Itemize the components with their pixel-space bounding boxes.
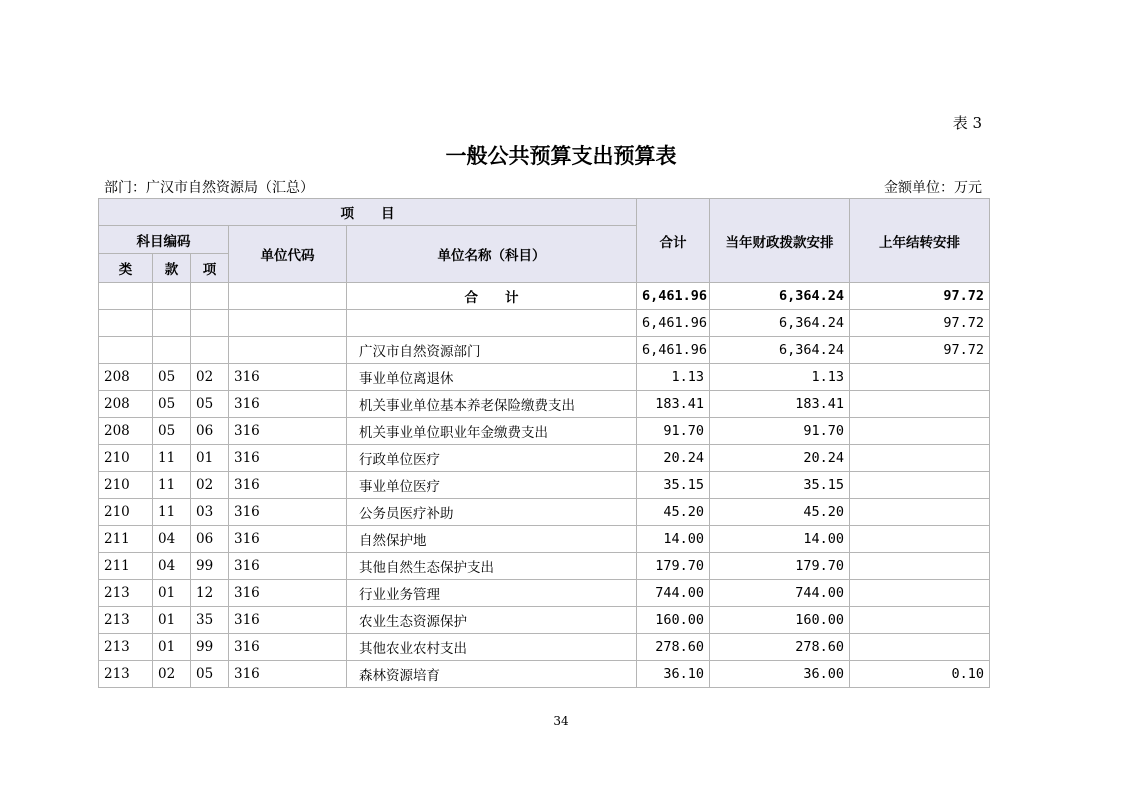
cell-kuan: 01: [153, 580, 191, 607]
cell-carryover: [850, 607, 990, 634]
cell-current: 278.60: [710, 634, 850, 661]
cell-carryover: 0.10: [850, 661, 990, 688]
cell-current: 35.15: [710, 472, 850, 499]
total-amount: 6,461.96: [637, 283, 710, 310]
cell-lei: 211: [99, 526, 153, 553]
cell-current: 91.70: [710, 418, 850, 445]
cell-xiang: [191, 310, 229, 337]
header-unit-code: 单位代码: [229, 226, 347, 283]
cell-name: 森林资源培育: [347, 661, 637, 688]
cell-unit-code: 316: [229, 661, 347, 688]
cell-lei: 210: [99, 445, 153, 472]
cell-name: 行业业务管理: [347, 580, 637, 607]
cell-kuan: 02: [153, 661, 191, 688]
cell-name: 农业生态资源保护: [347, 607, 637, 634]
cell-unit-code: 316: [229, 445, 347, 472]
header-xiang: 项: [191, 254, 229, 283]
cell-xiang: [191, 283, 229, 310]
cell-unit-code: 316: [229, 499, 347, 526]
cell-carryover: [850, 445, 990, 472]
cell-name: 其他农业农村支出: [347, 634, 637, 661]
cell-current: 744.00: [710, 580, 850, 607]
cell-kuan: 11: [153, 445, 191, 472]
cell-total: 744.00: [637, 580, 710, 607]
header-lei: 类: [99, 254, 153, 283]
cell-lei: 213: [99, 634, 153, 661]
cell-kuan: 05: [153, 418, 191, 445]
cell-current: 6,364.24: [710, 337, 850, 364]
total-current: 6,364.24: [710, 283, 850, 310]
page-title: 一般公共预算支出预算表: [445, 144, 677, 168]
cell-unit-code: [229, 310, 347, 337]
cell-total: 278.60: [637, 634, 710, 661]
cell-unit-code: 316: [229, 391, 347, 418]
header-carryover: 上年结转安排: [850, 199, 990, 283]
cell-lei: 208: [99, 364, 153, 391]
cell-kuan: [153, 337, 191, 364]
cell-name: 事业单位医疗: [347, 472, 637, 499]
cell-current: 36.00: [710, 661, 850, 688]
cell-total: 183.41: [637, 391, 710, 418]
cell-unit-code: 316: [229, 634, 347, 661]
cell-kuan: 04: [153, 526, 191, 553]
cell-name: 其他自然生态保护支出: [347, 553, 637, 580]
header-current-year: 当年财政拨款安排: [710, 199, 850, 283]
cell-lei: 210: [99, 472, 153, 499]
cell-unit-code: 316: [229, 580, 347, 607]
cell-carryover: [850, 391, 990, 418]
total-carryover: 97.72: [850, 283, 990, 310]
cell-unit-code: 316: [229, 364, 347, 391]
cell-unit-code: 316: [229, 472, 347, 499]
table-row: [99, 661, 990, 688]
cell-lei: 211: [99, 553, 153, 580]
cell-kuan: 11: [153, 472, 191, 499]
cell-lei: 208: [99, 418, 153, 445]
cell-xiang: [191, 337, 229, 364]
department-label: 部门：广汉市自然资源局（汇总）: [104, 180, 314, 196]
cell-carryover: 97.72: [850, 337, 990, 364]
table-row: [99, 445, 990, 472]
cell-current: 20.24: [710, 445, 850, 472]
cell-lei: 213: [99, 661, 153, 688]
table-row: [99, 472, 990, 499]
cell-total: 179.70: [637, 553, 710, 580]
table-number: 表 3: [952, 114, 982, 132]
cell-kuan: 11: [153, 499, 191, 526]
cell-total: 14.00: [637, 526, 710, 553]
cell-carryover: [850, 553, 990, 580]
cell-current: 183.41: [710, 391, 850, 418]
table-body: [99, 283, 990, 688]
cell-xiang: 05: [191, 661, 229, 688]
cell-lei: [99, 283, 153, 310]
table-row: [99, 580, 990, 607]
cell-total: 1.13: [637, 364, 710, 391]
cell-total: 35.15: [637, 472, 710, 499]
table-row: [99, 310, 990, 337]
total-label: 合 计: [347, 283, 637, 310]
cell-unit-code: 316: [229, 607, 347, 634]
table-row: [99, 553, 990, 580]
total-row: [99, 283, 990, 310]
cell-total: 91.70: [637, 418, 710, 445]
cell-carryover: [850, 634, 990, 661]
cell-name: 广汉市自然资源部门: [347, 337, 637, 364]
cell-kuan: 05: [153, 364, 191, 391]
cell-total: 160.00: [637, 607, 710, 634]
cell-name: 自然保护地: [347, 526, 637, 553]
cell-unit-code: 316: [229, 418, 347, 445]
budget-table: [98, 198, 990, 688]
cell-carryover: [850, 472, 990, 499]
cell-xiang: 03: [191, 499, 229, 526]
cell-xiang: 02: [191, 364, 229, 391]
cell-carryover: 97.72: [850, 310, 990, 337]
cell-xiang: 99: [191, 553, 229, 580]
cell-carryover: [850, 526, 990, 553]
cell-kuan: 01: [153, 634, 191, 661]
header-total: 合计: [637, 199, 710, 283]
cell-lei: 208: [99, 391, 153, 418]
header-kuan: 款: [153, 254, 191, 283]
cell-xiang: 01: [191, 445, 229, 472]
table-row: [99, 607, 990, 634]
cell-total: 6,461.96: [637, 337, 710, 364]
table-row: [99, 526, 990, 553]
page-number: 34: [553, 714, 569, 728]
cell-xiang: 35: [191, 607, 229, 634]
cell-current: 1.13: [710, 364, 850, 391]
cell-kuan: [153, 283, 191, 310]
cell-name: 公务员医疗补助: [347, 499, 637, 526]
cell-unit-code: 316: [229, 526, 347, 553]
cell-lei: 210: [99, 499, 153, 526]
cell-carryover: [850, 580, 990, 607]
cell-carryover: [850, 418, 990, 445]
table-row: [99, 337, 990, 364]
cell-xiang: 06: [191, 418, 229, 445]
cell-current: 160.00: [710, 607, 850, 634]
cell-current: 45.20: [710, 499, 850, 526]
header-item: 项 目: [99, 199, 637, 226]
cell-xiang: 06: [191, 526, 229, 553]
table-row: [99, 634, 990, 661]
cell-lei: [99, 310, 153, 337]
cell-xiang: 99: [191, 634, 229, 661]
cell-xiang: 05: [191, 391, 229, 418]
cell-total: 45.20: [637, 499, 710, 526]
table-header: [99, 199, 990, 283]
cell-name: 行政单位医疗: [347, 445, 637, 472]
cell-name: 机关事业单位基本养老保险缴费支出: [347, 391, 637, 418]
cell-carryover: [850, 364, 990, 391]
cell-name: 机关事业单位职业年金缴费支出: [347, 418, 637, 445]
cell-xiang: 02: [191, 472, 229, 499]
cell-lei: [99, 337, 153, 364]
header-subject-code: 科目编码: [99, 226, 229, 254]
cell-current: 14.00: [710, 526, 850, 553]
cell-kuan: [153, 310, 191, 337]
cell-lei: 213: [99, 607, 153, 634]
cell-carryover: [850, 499, 990, 526]
header-unit-name: 单位名称（科目）: [347, 226, 637, 283]
cell-kuan: 05: [153, 391, 191, 418]
cell-kuan: 01: [153, 607, 191, 634]
amount-unit-label: 金额单位：万元: [884, 180, 982, 196]
cell-total: 20.24: [637, 445, 710, 472]
table-row: [99, 391, 990, 418]
cell-name: 事业单位离退休: [347, 364, 637, 391]
cell-total: 6,461.96: [637, 310, 710, 337]
cell-xiang: 12: [191, 580, 229, 607]
cell-current: 6,364.24: [710, 310, 850, 337]
cell-unit-code: [229, 283, 347, 310]
cell-unit-code: 316: [229, 553, 347, 580]
table-row: [99, 418, 990, 445]
table-row: [99, 499, 990, 526]
cell-name: [347, 310, 637, 337]
cell-unit-code: [229, 337, 347, 364]
cell-lei: 213: [99, 580, 153, 607]
cell-total: 36.10: [637, 661, 710, 688]
cell-kuan: 04: [153, 553, 191, 580]
table-row: [99, 364, 990, 391]
cell-current: 179.70: [710, 553, 850, 580]
